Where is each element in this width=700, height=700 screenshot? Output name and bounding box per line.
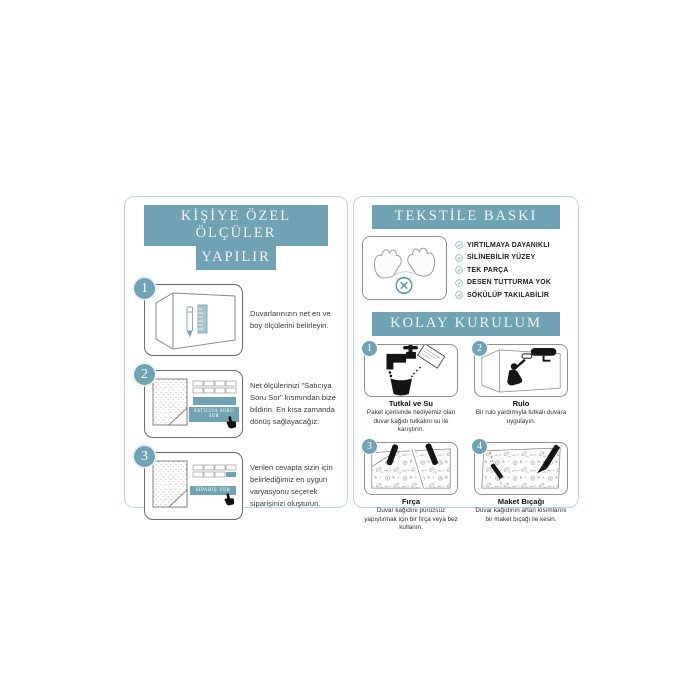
feature-label: SİLİNEBİLİR YÜZEY — [467, 254, 536, 261]
install-step-2 — [472, 344, 570, 435]
install-step-title: Maket Bıçağı — [497, 497, 545, 506]
brush-illustration — [364, 442, 458, 495]
textile-print-panel — [353, 196, 579, 531]
easy-install-title: KOLAY KURULUM — [372, 312, 560, 336]
feature-list — [455, 241, 551, 304]
order-page-illustration — [144, 452, 243, 520]
install-step-caption: Bir rulo yardımıyla tutkalı duvara uygulayın. — [475, 409, 567, 425]
feature-item — [455, 279, 551, 287]
right-hand — [408, 248, 435, 276]
selected-variation-cell — [226, 472, 236, 477]
install-step-title: Rulo — [512, 399, 530, 408]
step-number-badge: 1 — [361, 340, 378, 357]
left-step-2 — [133, 366, 339, 438]
knife-illustration — [474, 442, 568, 495]
wall-perspective-drawing — [145, 285, 243, 356]
faucet-icon — [386, 345, 417, 370]
check-icon — [455, 241, 463, 249]
brush-wallpaper-drawing — [365, 443, 457, 494]
product-page-illustration — [144, 370, 243, 438]
knife-wallpaper-drawing — [475, 443, 567, 494]
install-step-1 — [362, 344, 460, 435]
left-step-1 — [133, 280, 339, 356]
install-step-title: Fırça — [401, 497, 421, 506]
step-number-badge: 2 — [471, 340, 488, 357]
glue-water-illustration — [364, 344, 458, 397]
step-number-badge: 3 — [361, 438, 378, 455]
faucet-bucket-drawing — [365, 345, 457, 396]
step-number-badge: 3 — [133, 445, 156, 468]
order-button: SİPARİŞ VER — [190, 486, 236, 495]
variation-table — [193, 381, 236, 393]
highlight-bar — [193, 397, 236, 405]
paint-roller-icon — [531, 347, 557, 360]
right-panel-title: TEKSTİLE BASKI — [372, 205, 560, 229]
ruler-icon — [198, 305, 207, 333]
hand-cursor-icon — [223, 493, 234, 506]
water-drops — [389, 371, 393, 377]
roller-illustration — [474, 344, 568, 397]
hands-tearing-drawing — [363, 237, 446, 299]
feature-label: TEK PARÇA — [467, 266, 509, 274]
left-panel-title-line2: YAPILIR — [196, 246, 276, 270]
install-step-3 — [362, 442, 460, 533]
check-icon — [455, 291, 463, 299]
feature-item — [455, 291, 551, 299]
roller-wall-drawing — [475, 345, 567, 396]
step-text: Verilen cevapta sizin için belirlediğimiz en uygun varyasyonu seçerek siparişinizi oluşturun. — [250, 463, 333, 508]
step-number-badge: 1 — [133, 277, 156, 300]
ask-seller-button: SATICIYA SORU SOR — [189, 407, 239, 422]
two-panel-sheet — [124, 196, 579, 531]
feature-item — [455, 241, 551, 249]
check-icon — [455, 254, 463, 262]
glue-packet-icon — [418, 345, 445, 368]
features-row — [362, 236, 570, 304]
feature-label: DESEN TUTTURMA YOK — [467, 279, 551, 286]
install-step-title: Tutkal ve Su — [388, 399, 434, 408]
install-step-caption: Paket içerisinde hediyemiz olan duvar kağıdı tutkalını su ile karıştırın. — [366, 409, 456, 433]
step-text: Net ölçülerinizi "Satıcıya Soru Sor" kısmından bize bildirin. En kısa zamanda dönüş sağlayacağız. — [250, 381, 336, 426]
install-step-caption: Duvar kağıdını pürüzsüz yapıştırmak için bir fırça veya bez kullanın. — [364, 507, 458, 531]
step-number-badge: 2 — [133, 363, 156, 386]
step-number-badge: 4 — [471, 438, 488, 455]
install-steps-grid — [362, 344, 570, 533]
person-silhouette — [507, 353, 532, 385]
feature-item — [455, 254, 551, 262]
left-panel-title-line1: KİŞİYE ÖZEL ÖLÇÜLER — [144, 205, 328, 246]
tear-resistant-illustration — [362, 236, 447, 300]
wall-measure-illustration — [144, 284, 243, 356]
bucket-icon — [390, 378, 412, 395]
pencil-icon — [187, 307, 193, 338]
step-text: Duvarlarınızın net en ve boy ölçülerini belirleyin. — [250, 309, 331, 330]
install-step-4 — [472, 442, 570, 533]
feature-label: SÖKÜLÜP TAKILABİLİR — [467, 291, 550, 299]
install-step-caption: Duvar kağıdının artan kısımlarını bir maket bıçağı ile kesin. — [475, 507, 567, 523]
check-icon — [455, 266, 463, 274]
feature-item — [455, 266, 551, 274]
wall-outline — [482, 349, 560, 391]
pour-dots — [411, 366, 421, 377]
custom-measurements-panel — [124, 196, 348, 508]
check-icon — [455, 279, 463, 287]
feature-label: YIRTILMAYA DAYANIKLI — [467, 241, 550, 249]
left-step-3 — [133, 448, 339, 520]
hand-cursor-icon — [225, 416, 236, 429]
